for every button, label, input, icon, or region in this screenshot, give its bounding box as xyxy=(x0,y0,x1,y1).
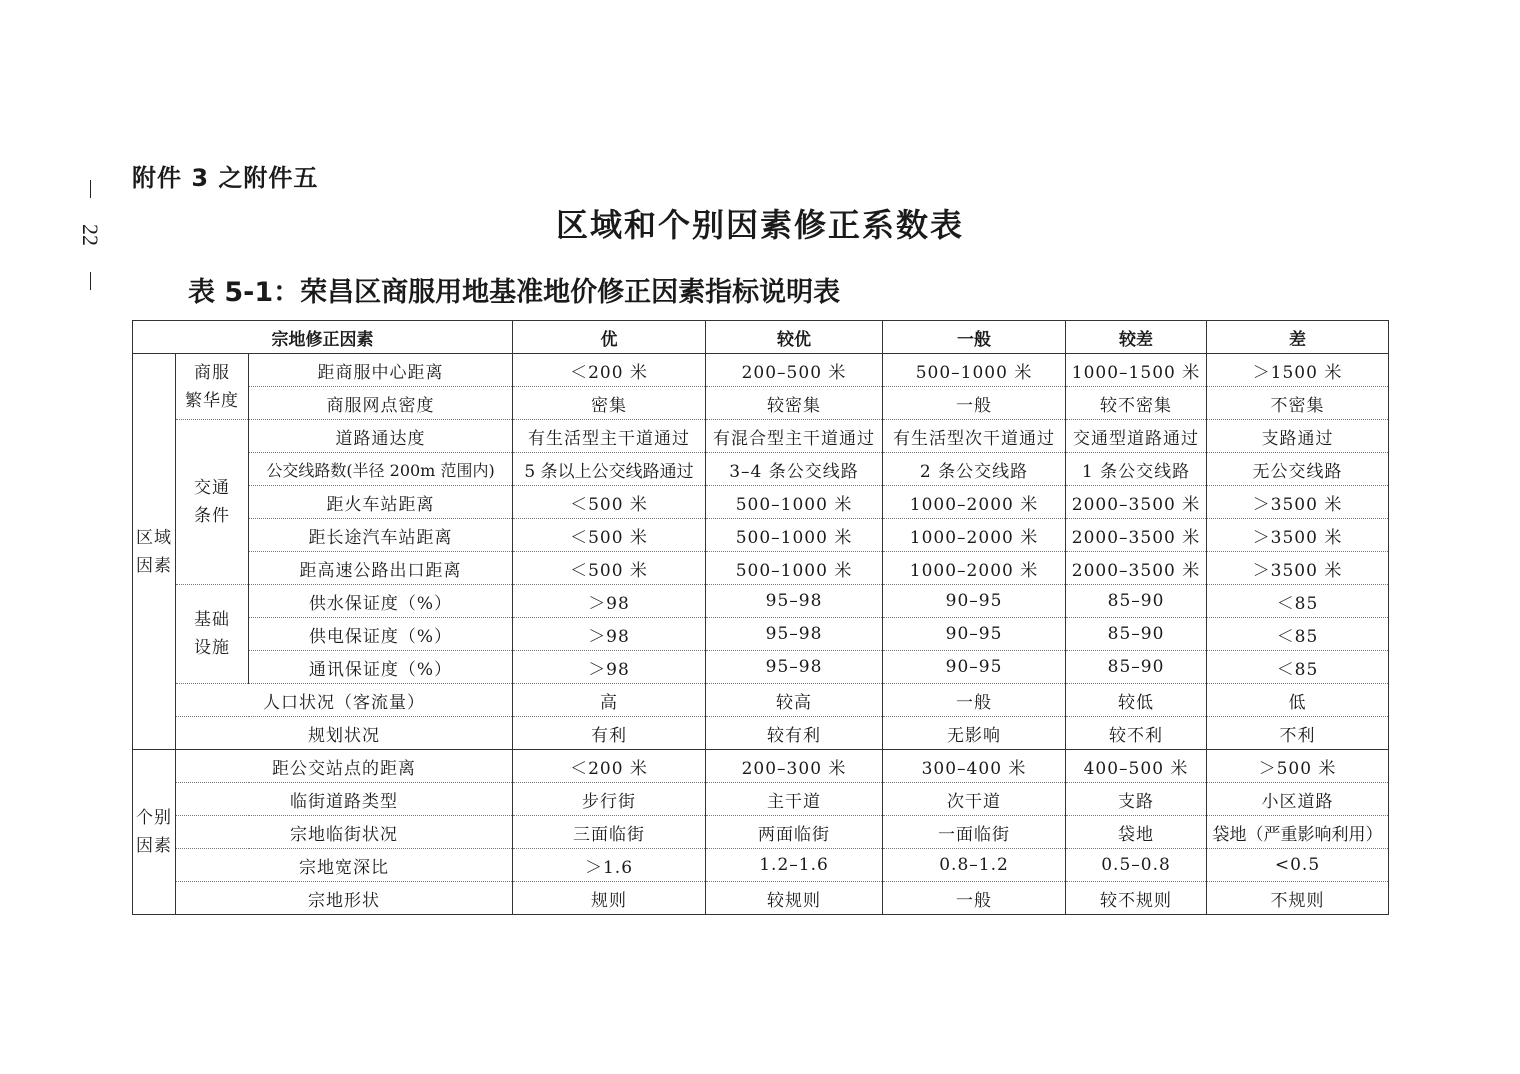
subcategory-text: 交通 xyxy=(194,478,230,498)
page-number-text: 22 xyxy=(78,224,103,246)
table-row xyxy=(133,387,1389,420)
table-cell: 2000–3500 米 xyxy=(1066,552,1207,585)
table-cell: 85–90 xyxy=(1066,651,1207,684)
factor-name: 宗地形状 xyxy=(176,882,513,915)
category-text: 因素 xyxy=(136,555,172,576)
subcategory-text: 设施 xyxy=(194,638,230,658)
table-cell: 较不规则 xyxy=(1066,882,1207,915)
table-cell: 2000–3500 米 xyxy=(1066,486,1207,519)
factor-name: 公交线路数(半径 200m 范围内) xyxy=(249,453,513,486)
correction-factors-table xyxy=(132,320,1389,915)
factor-name: 距长途汽车站距离 xyxy=(249,519,513,552)
table-cell: ＜200 米 xyxy=(513,750,706,783)
table-cell: ＞98 xyxy=(513,618,706,651)
table-cell: 一般 xyxy=(883,882,1066,915)
header-factor: 宗地修正因素 xyxy=(133,321,513,354)
table-cell: 85–90 xyxy=(1066,585,1207,618)
factor-name: 人口状况（客流量） xyxy=(176,684,513,717)
category-regional xyxy=(133,354,176,750)
subcategory-text: 基础 xyxy=(194,610,230,630)
table-cell: 1 条公交线路 xyxy=(1066,453,1207,486)
table-row xyxy=(133,585,1389,618)
table-cell: ＜500 米 xyxy=(513,552,706,585)
subcategory-commercial xyxy=(176,354,249,420)
table-cell: ＜500 米 xyxy=(513,486,706,519)
table-cell: ＞1500 米 xyxy=(1207,354,1389,387)
table-cell: 不密集 xyxy=(1207,387,1389,420)
table-cell: 无公交线路 xyxy=(1207,453,1389,486)
table-cell: ＞3500 米 xyxy=(1207,552,1389,585)
table-cell: 90–95 xyxy=(883,651,1066,684)
table-cell: 300–400 米 xyxy=(883,750,1066,783)
table-cell: 1.2–1.6 xyxy=(706,849,883,882)
table-row xyxy=(133,816,1389,849)
table-cell: 较密集 xyxy=(706,387,883,420)
factor-name: 宗地临街状况 xyxy=(176,816,513,849)
table-cell: 500–1000 米 xyxy=(883,354,1066,387)
table-cell: 90–95 xyxy=(883,585,1066,618)
attachment-label: 附件 3 之附件五 xyxy=(132,164,319,192)
table-cell: 95–98 xyxy=(706,585,883,618)
table-cell: 1000–1500 米 xyxy=(1066,354,1207,387)
header-grade: 差 xyxy=(1207,321,1389,354)
table-cell: 有混合型主干道通过 xyxy=(706,420,883,453)
table-cell: 次干道 xyxy=(883,783,1066,816)
table-cell: 有生活型主干道通过 xyxy=(513,420,706,453)
table-cell: 规则 xyxy=(513,882,706,915)
table-cell: 主干道 xyxy=(706,783,883,816)
table-cell: 较高 xyxy=(706,684,883,717)
table-cell: ＞1.6 xyxy=(513,849,706,882)
table-cell: 500–1000 米 xyxy=(706,552,883,585)
table-cell: 不规则 xyxy=(1207,882,1389,915)
table-cell: 有生活型次干道通过 xyxy=(883,420,1066,453)
table-cell: 500–1000 米 xyxy=(706,486,883,519)
header-grade: 优 xyxy=(513,321,706,354)
table-cell: 步行街 xyxy=(513,783,706,816)
table-cell: 有利 xyxy=(513,717,706,750)
table-cell: 高 xyxy=(513,684,706,717)
category-individual xyxy=(133,750,176,915)
table-cell: 无影响 xyxy=(883,717,1066,750)
table-cell: ＜85 xyxy=(1207,651,1389,684)
subcategory-text: 商服 xyxy=(194,362,230,383)
table-cell: 0.8–1.2 xyxy=(883,849,1066,882)
table-row xyxy=(133,354,1389,387)
factor-name: 道路通达度 xyxy=(249,420,513,453)
factor-name: 距商服中心距离 xyxy=(249,354,513,387)
table-cell: 一般 xyxy=(883,684,1066,717)
table-cell: ＜200 米 xyxy=(513,354,706,387)
table-cell: 2 条公交线路 xyxy=(883,453,1066,486)
table-cell: 一般 xyxy=(883,387,1066,420)
table-header-row xyxy=(133,321,1389,354)
header-grade: 较差 xyxy=(1066,321,1207,354)
table-row xyxy=(133,552,1389,585)
table-cell: 2000–3500 米 xyxy=(1066,519,1207,552)
category-text: 个别 xyxy=(136,808,172,828)
table-cell: 3–4 条公交线路 xyxy=(706,453,883,486)
factor-name: 距火车站距离 xyxy=(249,486,513,519)
table-cell: 不利 xyxy=(1207,717,1389,750)
table-cell: 1000–2000 米 xyxy=(883,519,1066,552)
table-row xyxy=(133,882,1389,915)
table-cell: 较有利 xyxy=(706,717,883,750)
table-cell: 袋地 xyxy=(1066,816,1207,849)
table-cell: 支路 xyxy=(1066,783,1207,816)
factor-name: 通讯保证度（%） xyxy=(249,651,513,684)
factor-name: 距公交站点的距离 xyxy=(176,750,513,783)
table-cell: 袋地（严重影响利用） xyxy=(1207,816,1389,849)
table-cell: 1000–2000 米 xyxy=(883,486,1066,519)
header-grade: 一般 xyxy=(883,321,1066,354)
table-cell: ＞3500 米 xyxy=(1207,486,1389,519)
table-row xyxy=(133,783,1389,816)
table-cell: 5 条以上公交线路通过 xyxy=(513,453,706,486)
category-text: 因素 xyxy=(136,836,172,856)
table-cell: 较不利 xyxy=(1066,717,1207,750)
table-cell: 较规则 xyxy=(706,882,883,915)
table-row xyxy=(133,651,1389,684)
table-cell: 85–90 xyxy=(1066,618,1207,651)
table-cell: 较不密集 xyxy=(1066,387,1207,420)
table-cell: 95–98 xyxy=(706,618,883,651)
table-cell: 200–300 米 xyxy=(706,750,883,783)
table-title: 表 5-1：荣昌区商服用地基准地价修正因素指标说明表 xyxy=(188,277,841,308)
factor-name: 距高速公路出口距离 xyxy=(249,552,513,585)
table-row xyxy=(133,849,1389,882)
table-row xyxy=(133,453,1389,486)
table-cell: ＞98 xyxy=(513,651,706,684)
table-row xyxy=(133,684,1389,717)
table-cell: ＜85 xyxy=(1207,585,1389,618)
subcategory-text: 条件 xyxy=(194,506,230,526)
page-number-dash-bottom xyxy=(90,272,91,290)
table-cell: 90–95 xyxy=(883,618,1066,651)
table-cell: 交通型道路通过 xyxy=(1066,420,1207,453)
document-title: 区域和个别因素修正系数表 xyxy=(555,206,964,244)
table-cell: 低 xyxy=(1207,684,1389,717)
table-row xyxy=(133,618,1389,651)
table-cell: 两面临街 xyxy=(706,816,883,849)
table-cell: 400–500 米 xyxy=(1066,750,1207,783)
header-grade: 较优 xyxy=(706,321,883,354)
table-cell: 小区道路 xyxy=(1207,783,1389,816)
table-row xyxy=(133,750,1389,783)
table-cell: 三面临街 xyxy=(513,816,706,849)
table-cell: 支路通过 xyxy=(1207,420,1389,453)
table-cell: 密集 xyxy=(513,387,706,420)
factor-name: 宗地宽深比 xyxy=(176,849,513,882)
page-number-dash-top xyxy=(90,180,91,198)
factor-name: 规划状况 xyxy=(176,717,513,750)
table-row xyxy=(133,420,1389,453)
subcategory-text: 繁华度 xyxy=(185,390,239,411)
table-cell: ＜85 xyxy=(1207,618,1389,651)
factor-name: 临街道路类型 xyxy=(176,783,513,816)
table-cell: 1000–2000 米 xyxy=(883,552,1066,585)
subcategory-traffic xyxy=(176,420,249,585)
factor-name: 供水保证度（%） xyxy=(249,585,513,618)
table-cell: ＜500 米 xyxy=(513,519,706,552)
table-cell: ＞500 米 xyxy=(1207,750,1389,783)
table-cell: <0.5 xyxy=(1207,849,1389,882)
table-cell: 一面临街 xyxy=(883,816,1066,849)
table-row xyxy=(133,486,1389,519)
table-cell: 200–500 米 xyxy=(706,354,883,387)
table-cell: ＞3500 米 xyxy=(1207,519,1389,552)
table-row xyxy=(133,717,1389,750)
table-cell: 较低 xyxy=(1066,684,1207,717)
table-cell: 0.5–0.8 xyxy=(1066,849,1207,882)
factor-name: 商服网点密度 xyxy=(249,387,513,420)
table-cell: 95–98 xyxy=(706,651,883,684)
table-cell: ＞98 xyxy=(513,585,706,618)
category-text: 区域 xyxy=(136,527,172,548)
table-row xyxy=(133,519,1389,552)
factor-name: 供电保证度（%） xyxy=(249,618,513,651)
subcategory-infrastructure xyxy=(176,585,249,684)
table-cell: 500–1000 米 xyxy=(706,519,883,552)
